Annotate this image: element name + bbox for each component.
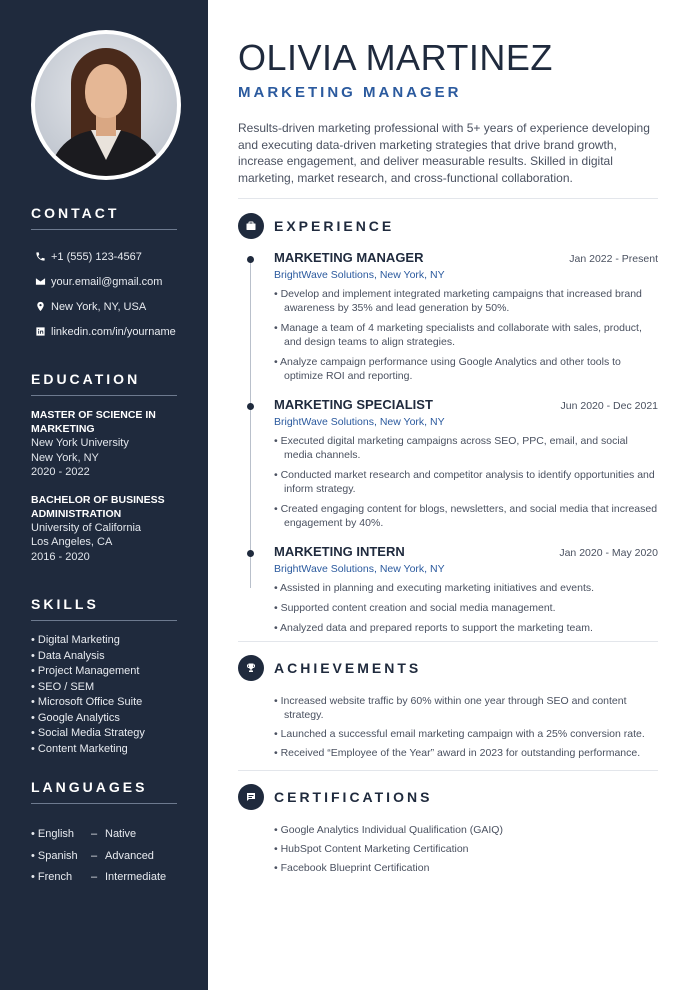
job-bullet: • Conducted market research and competitor analysis to identify opportunities and inform strategy.: [274, 468, 658, 496]
job-bullet: • Analyze campaign performance using Google Analytics and other tools to optimize ROI and reporting.: [274, 355, 658, 383]
contact-heading: CONTACT: [31, 205, 177, 230]
education-entry: [31, 408, 208, 480]
job-title: MARKETING SPECIALIST: [274, 397, 433, 412]
experience-section: [238, 212, 700, 635]
skill-item: • Project Management: [31, 665, 140, 677]
language-name: Spanish: [37, 849, 78, 862]
job-entry: [238, 250, 658, 383]
achievement-item: • Received “Employee of the Year” award in 2023 for outstanding performance.: [274, 746, 658, 760]
sidebar: [0, 0, 208, 990]
contact-email[interactable]: [31, 269, 208, 294]
job-bullet: • Analyzed data and prepared reports to support the marketing team.: [274, 621, 658, 635]
certification-item: • Google Analytics Individual Qualification (GAIQ): [274, 823, 658, 837]
job-entry: [238, 544, 658, 635]
contact-section: [31, 205, 208, 344]
mail-icon: [31, 276, 49, 287]
edu-years: 2016 - 2020: [31, 550, 90, 563]
job-bullet: • Executed digital marketing campaigns across SEO, PPC, email, and social media channels.: [274, 434, 658, 462]
skill-item: • Social Media Strategy: [31, 727, 145, 739]
summary-text: Results-driven marketing professional with 5+ years of experience developing and executing data-driven marketing strategies that drive brand growth, increase engagement, and deliver measurable results. Skilled in digital marketing, market research, and cross-functional collaboration.: [238, 121, 650, 185]
contact-location-text: New York, NY, USA: [51, 300, 147, 313]
trophy-icon: [238, 655, 264, 681]
job-title: MARKETING INTERN: [274, 544, 405, 559]
language-level: Advanced: [105, 849, 154, 862]
job-bullet: • Supported content creation and social media management.: [274, 601, 658, 615]
achievement-item: • Increased website traffic by 60% within one year through SEO and content strategy.: [274, 694, 658, 722]
job-dates: Jan 2020 - May 2020: [559, 547, 658, 559]
skill-item: • Microsoft Office Suite: [31, 696, 143, 708]
skill-item: • Google Analytics: [31, 711, 120, 724]
phone-icon: [31, 251, 49, 262]
language-row: • Spanish – Advanced: [31, 846, 208, 868]
achievement-item: • Launched a successful email marketing campaign with a 25% conversion rate.: [274, 727, 658, 741]
contact-linkedin[interactable]: [31, 319, 208, 344]
skill-item: • Digital Marketing: [31, 634, 120, 646]
divider: [238, 198, 658, 199]
language-level: Native: [105, 828, 137, 840]
job-company: BrightWave Solutions, New York, NY: [274, 563, 445, 575]
contact-phone-text: +1 (555) 123-4567: [51, 250, 142, 263]
divider: [238, 770, 658, 771]
job-dates: Jan 2022 - Present: [569, 253, 658, 265]
language-list: [31, 824, 208, 889]
experience-heading: EXPERIENCE: [274, 218, 395, 234]
divider: [238, 641, 658, 642]
certification-item: • HubSpot Content Marketing Certification: [274, 842, 658, 856]
main-content: [208, 0, 700, 990]
language-row: • French – Intermediate: [31, 867, 208, 889]
profile-photo: [35, 34, 177, 176]
edu-years: 2020 - 2022: [31, 466, 90, 478]
job-company: BrightWave Solutions, New York, NY: [274, 416, 445, 428]
contact-linkedin-text: linkedin.com/in/yourname: [51, 325, 176, 338]
skill-item: • Data Analysis: [31, 649, 105, 662]
certifications-section: [238, 783, 700, 875]
achievements-section: [238, 654, 700, 760]
language-name: French: [37, 871, 73, 883]
job-bullet: • Assisted in planning and executing marketing initiatives and events.: [274, 581, 658, 595]
achievements-heading: ACHIEVEMENTS: [274, 660, 422, 676]
job-bullet: • Develop and implement integrated marketing campaigns that increased brand awareness by 35% and lead generation by 50%.: [274, 287, 658, 315]
skills-heading: SKILLS: [31, 596, 177, 621]
job-bullet: • Manage a team of 4 marketing specialists and collaborate with sales, product, and design teams to align strategies.: [274, 321, 658, 349]
education-section: [31, 371, 208, 564]
skills-section: [31, 596, 208, 757]
candidate-name: OLIVIA MARTINEZ: [238, 37, 553, 78]
edu-degree: MASTER OF SCIENCE IN MARKETING: [31, 409, 156, 435]
timeline-dot: [247, 550, 254, 557]
edu-degree: BACHELOR OF BUSINESS ADMINISTRATION: [31, 493, 165, 520]
briefcase-icon: [238, 213, 264, 239]
candidate-role: MARKETING MANAGER: [238, 84, 462, 101]
certifications-heading: CERTIFICATIONS: [274, 789, 433, 805]
contact-email-text: your.email@gmail.com: [51, 275, 163, 288]
contact-phone[interactable]: [31, 244, 208, 269]
education-entry: [31, 493, 208, 565]
edu-school: New York University: [31, 437, 129, 449]
job-bullet: • Created engaging content for blogs, newsletters, and social media that increased engagement by 40%.: [274, 502, 658, 530]
language-row: • English – Native: [31, 824, 208, 846]
certification-item: • Facebook Blueprint Certification: [274, 861, 658, 875]
job-dates: Jun 2020 - Dec 2021: [560, 400, 658, 412]
certificate-icon: [238, 784, 264, 810]
job-entry: [238, 397, 658, 530]
timeline-dot: [247, 256, 254, 263]
language-level: Intermediate: [105, 871, 167, 883]
linkedin-icon: [31, 326, 49, 337]
location-pin-icon: [31, 301, 49, 312]
edu-location: New York, NY: [31, 451, 99, 464]
edu-location: Los Angeles, CA: [31, 536, 113, 548]
contact-location: [31, 294, 208, 319]
job-company: BrightWave Solutions, New York, NY: [274, 269, 445, 281]
education-heading: EDUCATION: [31, 371, 177, 396]
timeline-dot: [247, 403, 254, 410]
language-name: English: [37, 828, 74, 840]
skill-item: • SEO / SEM: [31, 680, 95, 693]
experience-timeline: [238, 250, 700, 635]
languages-heading: LANGUAGES: [31, 779, 177, 804]
edu-school: University of California: [31, 521, 142, 534]
languages-section: [31, 779, 208, 889]
profile-photo-frame: [31, 30, 181, 180]
skill-item: • Content Marketing: [31, 742, 128, 755]
job-title: MARKETING MANAGER: [274, 250, 424, 265]
skill-list: [31, 633, 208, 757]
